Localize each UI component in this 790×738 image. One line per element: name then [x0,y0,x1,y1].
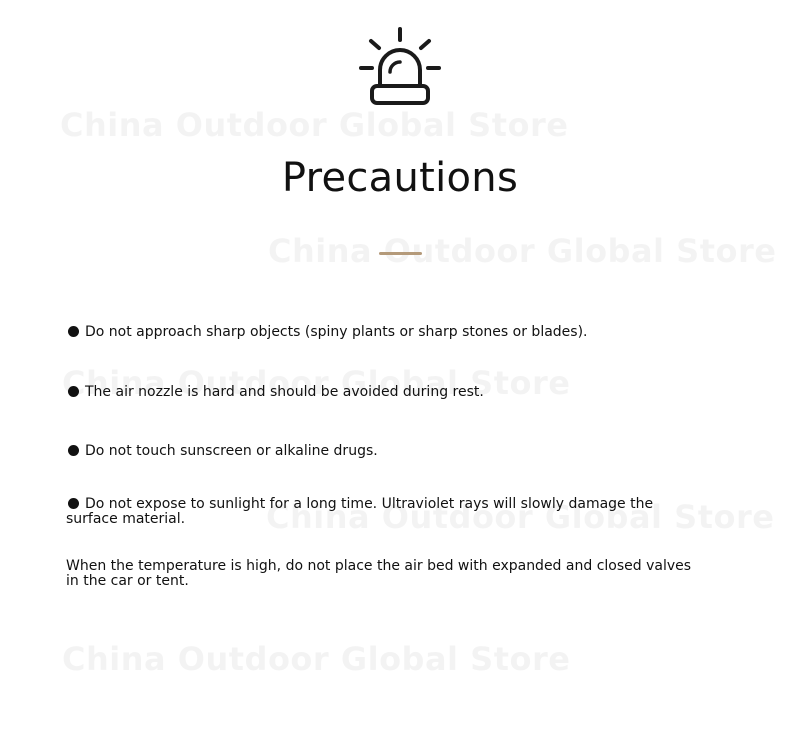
bullet-icon [68,326,79,337]
bullet-icon [68,386,79,397]
bullet-icon [68,498,79,509]
list-item [66,559,706,589]
bullet-icon [68,445,79,456]
list-item [66,385,706,400]
list-item-text: Do not approach sharp objects (spiny plants or sharp stones or blades). [85,324,588,340]
list-item-text: Do not touch sunscreen or alkaline drugs. [85,443,378,459]
title-divider [379,252,422,255]
alarm-siren-icon [358,26,442,106]
list-item [66,444,706,459]
watermark [60,106,568,144]
list-item [66,497,706,527]
watermark [268,232,776,270]
list-item-text: Do not expose to sunlight for a long time. Ultraviolet rays will slowly damage the surface material. [66,496,654,527]
watermark [62,640,570,678]
page-title: Precautions [281,155,519,201]
list-item [66,325,706,340]
list-item-text: When the temperature is high, do not place the air bed with expanded and closed valves in the car or tent. [66,558,692,589]
list-item-text: The air nozzle is hard and should be avoided during rest. [85,384,484,400]
